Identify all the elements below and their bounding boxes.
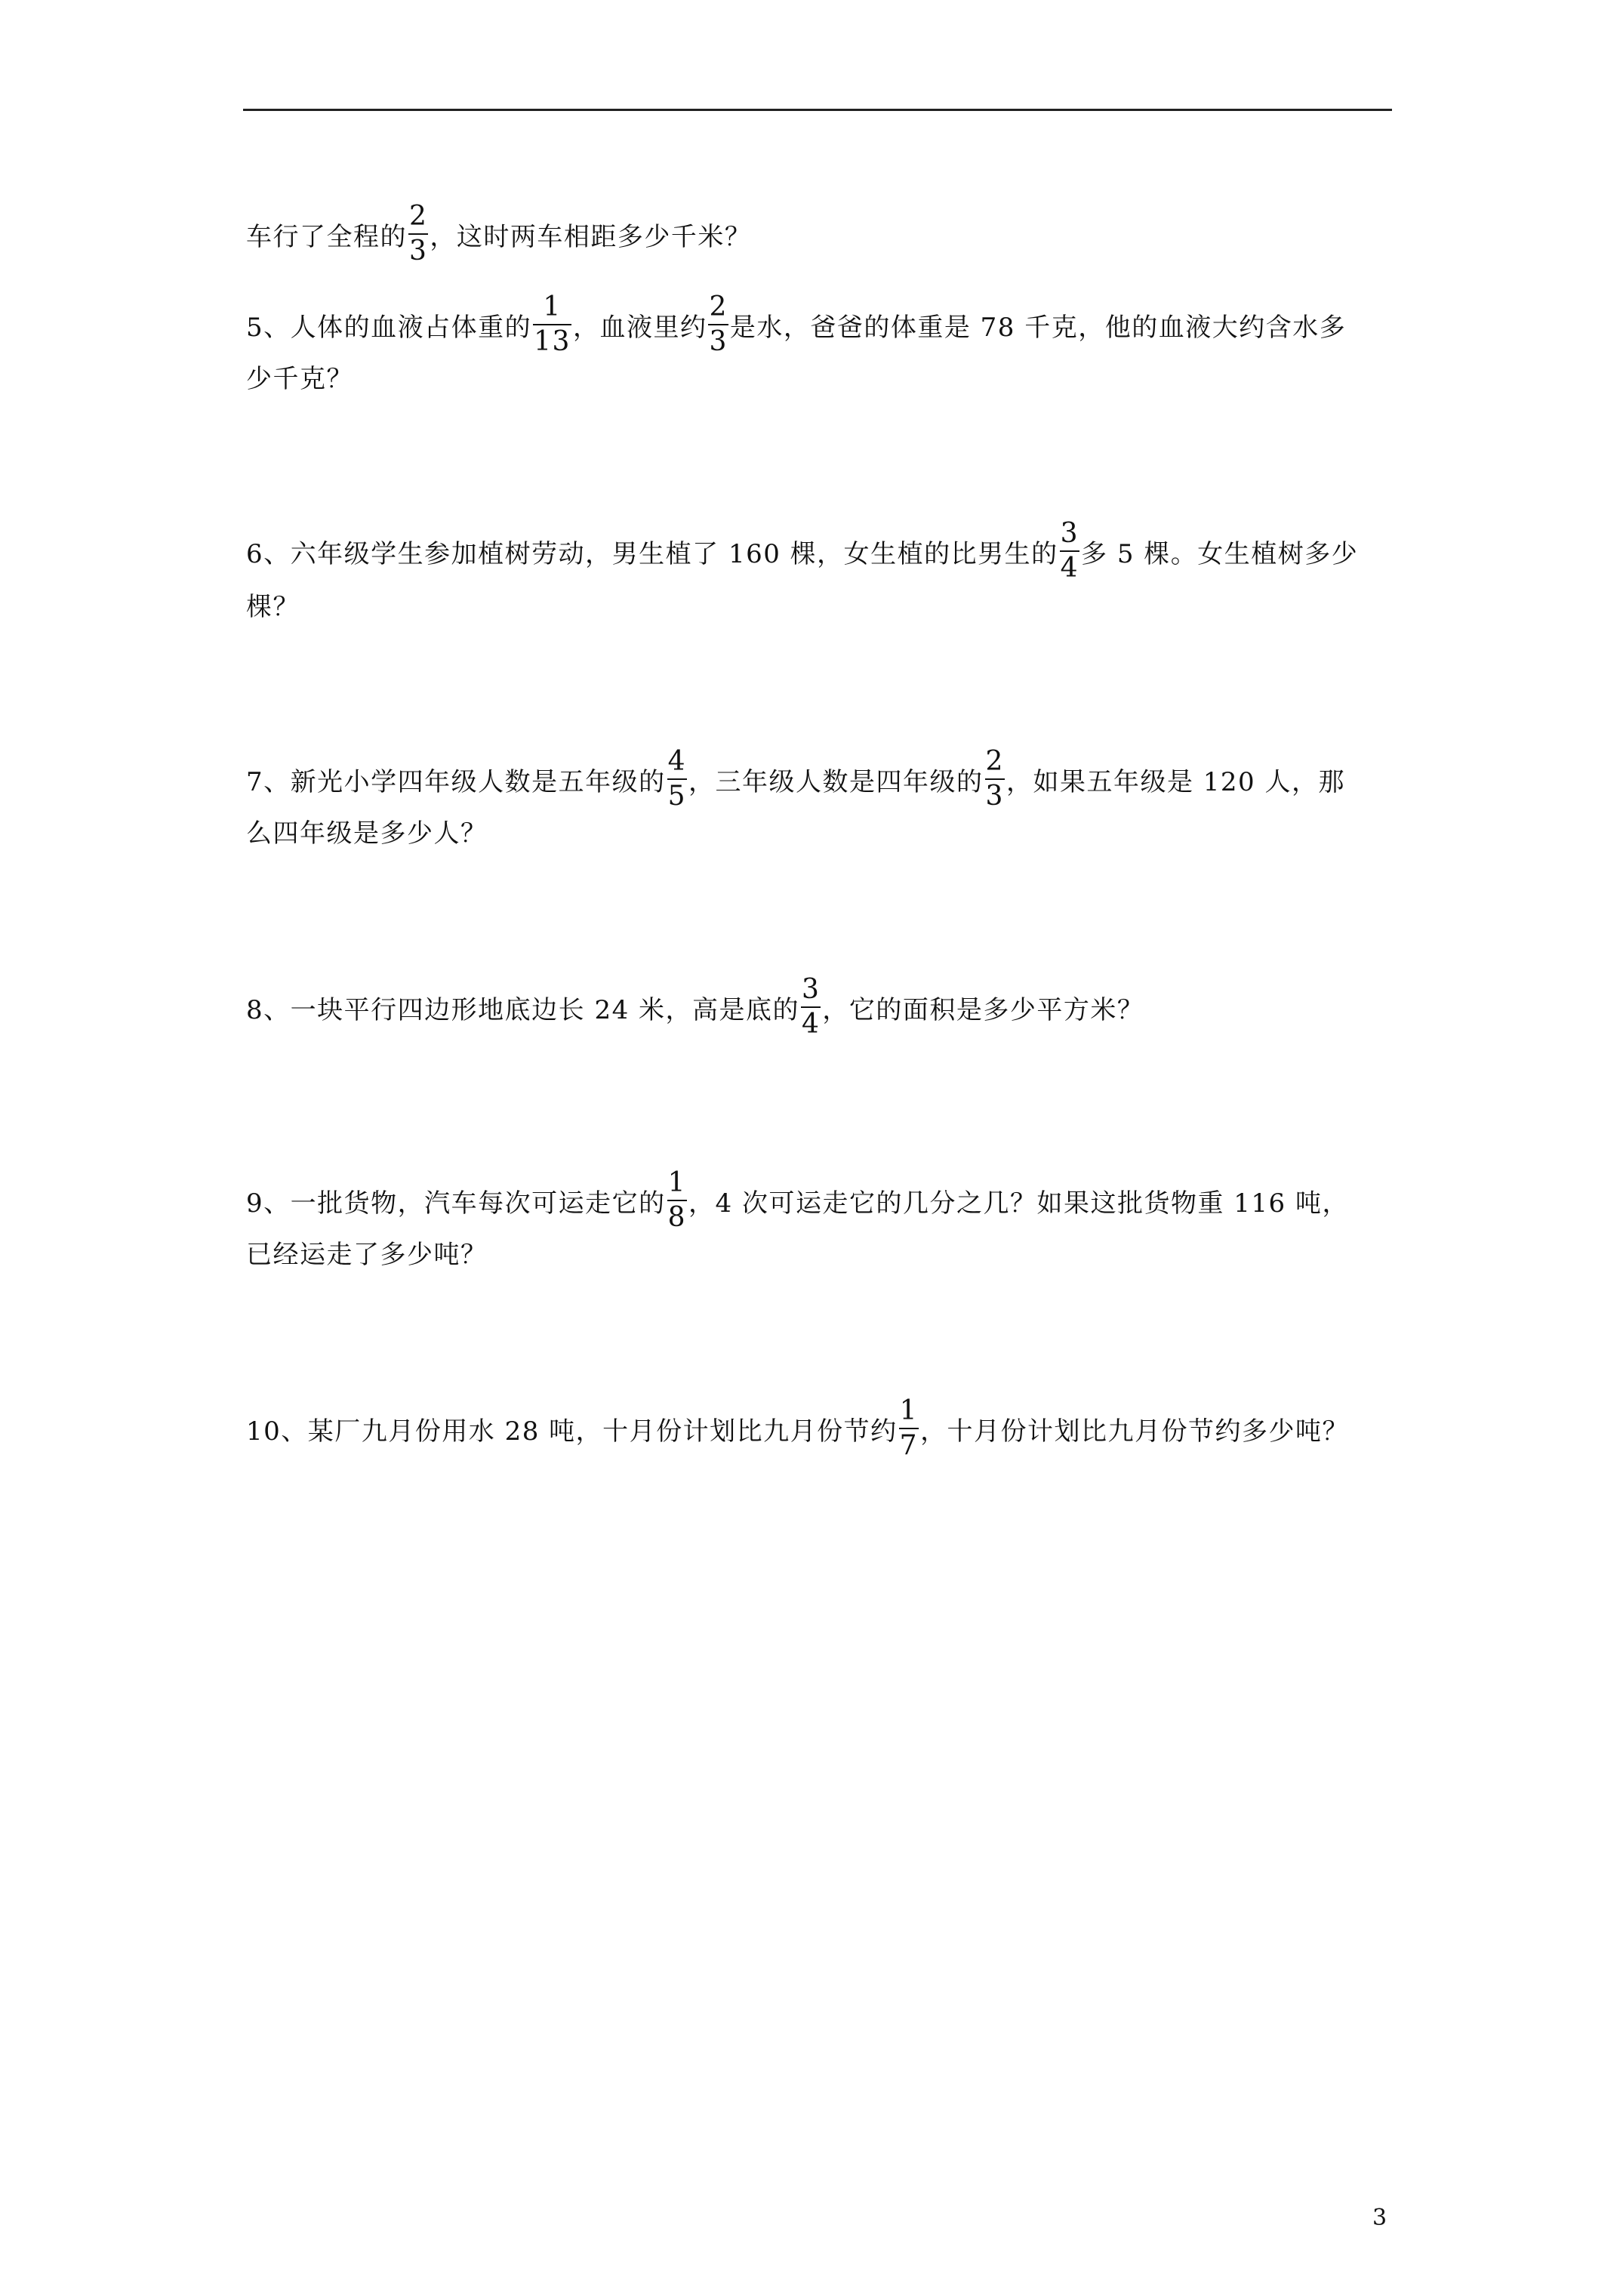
numerator: 1 <box>543 291 562 322</box>
fraction <box>1060 519 1079 584</box>
page-number: 3 <box>1372 2205 1387 2231</box>
text-run: ，十月份计划比九月份节约多少吨？ <box>920 1416 1350 1447</box>
numerator: 2 <box>409 201 428 232</box>
problem-6-line-1 <box>246 513 1358 589</box>
numerator: 3 <box>1060 518 1079 549</box>
denominator: 3 <box>709 326 728 357</box>
fraction-bar <box>1060 550 1079 552</box>
header-rule <box>243 109 1392 111</box>
text-run: ，它的面积是多少平方米？ <box>822 994 1144 1025</box>
fraction-bar <box>985 778 1005 780</box>
problem-5-line-2 <box>246 338 353 414</box>
fraction-bar <box>533 324 571 325</box>
text-run: 7、新光小学四年级人数是五年级的 <box>246 766 666 797</box>
text-run: 10、某厂九月份用水 28 吨，十月份计划比九月份节约 <box>246 1416 898 1447</box>
text-run: 8、一块平行四边形地底边长 24 米，高是底的 <box>246 994 800 1025</box>
text-run: 车行了全程的 <box>246 221 407 252</box>
fraction <box>667 747 687 812</box>
denominator: 3 <box>409 236 428 267</box>
fraction <box>801 975 821 1040</box>
text-run: 么四年级是多少人？ <box>246 818 488 849</box>
text-run: 棵？ <box>246 591 300 622</box>
fraction <box>667 1168 687 1233</box>
text-run: 5、人体的血液占体重的 <box>246 312 532 343</box>
problem-10-line-1 <box>246 1391 1349 1466</box>
fraction-bar <box>801 1006 821 1008</box>
denominator: 3 <box>985 781 1004 812</box>
text-run: 9、一批货物，汽车每次可运走它的 <box>246 1188 666 1219</box>
text-run: ，这时两车相距多少千米？ <box>430 221 752 252</box>
fraction-bar <box>667 778 687 780</box>
text-run: ，4 次可运走它的几分之几？如果这批货物重 116 吨， <box>688 1188 1349 1219</box>
problem-8-line-1 <box>246 969 1144 1045</box>
text-line <box>246 196 751 272</box>
text-run: 6、六年级学生参加植树劳动，男生植了 160 棵，女生植的比男生的 <box>246 538 1058 569</box>
fraction-bar <box>667 1200 687 1201</box>
denominator: 13 <box>534 326 571 357</box>
numerator: 1 <box>667 1167 687 1198</box>
problem-7-line-2 <box>246 793 488 868</box>
fraction-bar <box>408 233 428 235</box>
fraction <box>408 202 428 267</box>
fraction <box>899 1396 919 1461</box>
text-run: 多 5 棵。女生植树多少 <box>1081 538 1359 569</box>
fraction <box>533 292 571 357</box>
text-run: ，如果五年级是 120 人，那 <box>1006 766 1345 797</box>
denominator: 7 <box>899 1430 919 1461</box>
numerator: 1 <box>899 1395 919 1426</box>
numerator: 2 <box>709 291 728 322</box>
denominator: 4 <box>1060 553 1079 584</box>
text-run: ，三年级人数是四年级的 <box>688 766 984 797</box>
fraction-bar <box>899 1428 919 1429</box>
numerator: 2 <box>985 746 1004 777</box>
fraction-bar <box>708 324 728 325</box>
denominator: 5 <box>667 781 687 812</box>
problem-5-line-1 <box>246 287 1346 362</box>
problem-9-line-2 <box>246 1214 488 1290</box>
numerator: 4 <box>667 746 687 777</box>
problem-6-line-2 <box>246 566 300 642</box>
fraction <box>708 292 728 357</box>
text-run: 已经运走了多少吨？ <box>246 1239 488 1270</box>
denominator: 4 <box>802 1009 821 1040</box>
fraction <box>985 747 1005 812</box>
denominator: 8 <box>667 1202 687 1233</box>
text-run: ，血液里约 <box>572 312 707 343</box>
numerator: 3 <box>802 974 821 1005</box>
text-run: 是水，爸爸的体重是 78 千克，他的血液大约含水多 <box>729 312 1347 343</box>
text-run: 少千克？ <box>246 363 353 394</box>
